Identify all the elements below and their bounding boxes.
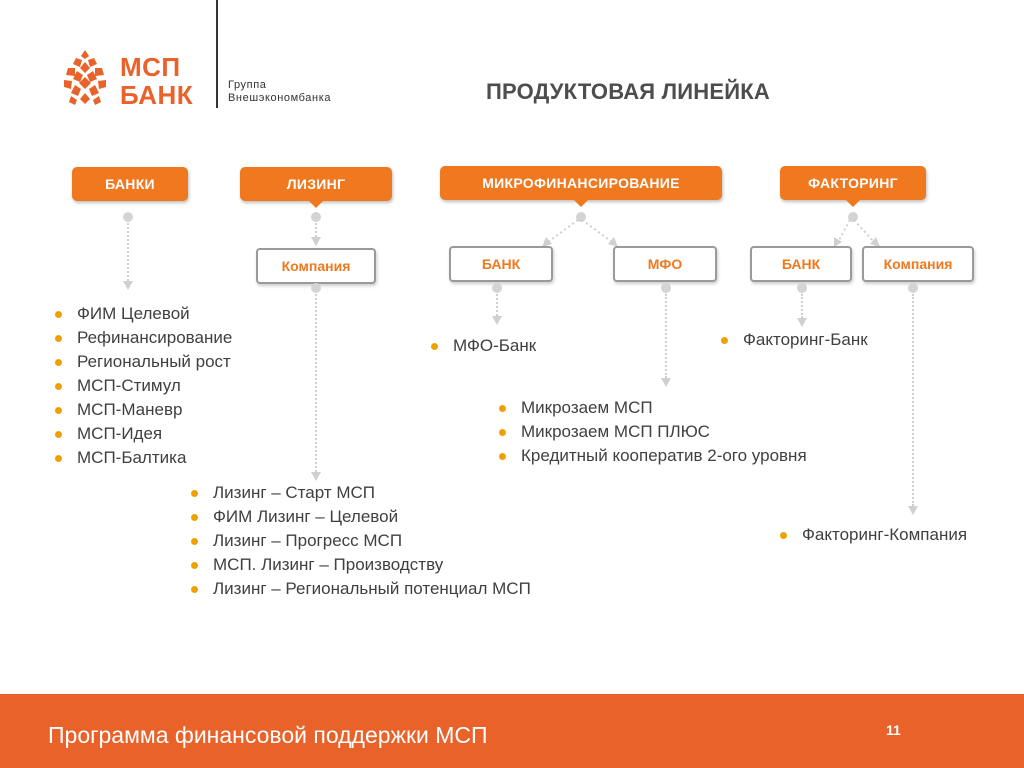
bullet-icon bbox=[55, 431, 62, 438]
bullet-icon bbox=[191, 538, 198, 545]
connector-line bbox=[665, 294, 667, 378]
arrow-down-icon bbox=[311, 237, 321, 246]
connector-line bbox=[315, 294, 317, 472]
bullet-icon bbox=[780, 532, 787, 539]
page-title: ПРОДУКТОВАЯ ЛИНЕЙКА bbox=[486, 79, 770, 104]
leasing-company-box[interactable]: Компания bbox=[256, 248, 376, 284]
list-item: ФИМ Лизинг – Целевой bbox=[191, 505, 531, 529]
group-label-line2: Внешэкономбанка bbox=[228, 92, 332, 104]
factoring-company-list bbox=[780, 523, 967, 547]
bullet-icon bbox=[55, 407, 62, 414]
pinecone-logo-icon bbox=[58, 48, 112, 110]
bullet-icon bbox=[191, 586, 198, 593]
arrow-down-icon bbox=[908, 506, 918, 515]
connector-dot bbox=[492, 283, 502, 293]
group-label-line1: Группа bbox=[228, 79, 267, 91]
category-factoring[interactable]: ФАКТОРИНГ bbox=[780, 166, 926, 200]
list-item: Микрозаем МСП bbox=[499, 396, 807, 420]
logo-text-msp: МСП bbox=[120, 52, 181, 82]
list-item: ФИМ Целевой bbox=[55, 302, 232, 326]
connector-dot bbox=[311, 283, 321, 293]
connector-dot bbox=[123, 212, 133, 222]
connector-line bbox=[315, 223, 317, 237]
microfinance-mfo-box[interactable]: МФО bbox=[613, 246, 717, 282]
list-item: МСП-Стимул bbox=[55, 374, 232, 398]
list-item: Факторинг-Компания bbox=[780, 523, 967, 547]
factoring-bank-list bbox=[721, 328, 868, 352]
list-item: МСП-Идея bbox=[55, 422, 232, 446]
bullet-icon bbox=[721, 337, 728, 344]
list-item: МСП-Балтика bbox=[55, 446, 232, 470]
bullet-icon bbox=[55, 359, 62, 366]
connector-dot bbox=[797, 283, 807, 293]
list-item: Лизинг – Старт МСП bbox=[191, 481, 531, 505]
microfinance-mfo-list bbox=[499, 396, 807, 468]
footer-text: Программа финансовой поддержки МСП bbox=[48, 722, 488, 748]
list-item: Микрозаем МСП ПЛЮС bbox=[499, 420, 807, 444]
microfinance-bank-list bbox=[431, 334, 536, 358]
bullet-icon bbox=[499, 453, 506, 460]
connector-line bbox=[912, 294, 914, 506]
bullet-icon bbox=[191, 562, 198, 569]
bullet-icon bbox=[499, 429, 506, 436]
list-item: Лизинг – Прогресс МСП bbox=[191, 529, 531, 553]
arrow-down-icon bbox=[661, 378, 671, 387]
category-factoring-notch bbox=[845, 199, 861, 207]
category-microfinance-notch bbox=[573, 199, 589, 207]
arrow-down-icon bbox=[123, 281, 133, 290]
connector-line bbox=[496, 294, 498, 316]
factoring-bank-box[interactable]: БАНК bbox=[750, 246, 852, 282]
logo bbox=[58, 48, 208, 110]
leasing-product-list bbox=[191, 481, 531, 601]
list-item: Факторинг-Банк bbox=[721, 328, 868, 352]
list-item: Кредитный кооператив 2-ого уровня bbox=[499, 444, 807, 468]
list-item: Региональный рост bbox=[55, 350, 232, 374]
connector-dot bbox=[661, 283, 671, 293]
connector-dot bbox=[311, 212, 321, 222]
header-divider bbox=[216, 0, 218, 108]
bullet-icon bbox=[55, 335, 62, 342]
bullet-icon bbox=[55, 455, 62, 462]
category-leasing[interactable]: ЛИЗИНГ bbox=[240, 167, 392, 201]
arrow-down-icon bbox=[797, 318, 807, 327]
page-number: 11 bbox=[886, 722, 901, 738]
banks-product-list bbox=[55, 302, 232, 470]
list-item: Рефинансирование bbox=[55, 326, 232, 350]
bullet-icon bbox=[55, 311, 62, 318]
bullet-icon bbox=[191, 514, 198, 521]
connector-line bbox=[127, 223, 129, 281]
bullet-icon bbox=[499, 405, 506, 412]
connector-line bbox=[801, 294, 803, 318]
factoring-company-box[interactable]: Компания bbox=[862, 246, 974, 282]
microfinance-bank-box[interactable]: БАНК bbox=[449, 246, 553, 282]
logo-text-bank: БАНК bbox=[120, 80, 194, 110]
bullet-icon bbox=[431, 343, 438, 350]
category-microfinance[interactable]: МИКРОФИНАНСИРОВАНИЕ bbox=[440, 166, 722, 200]
category-leasing-notch bbox=[308, 200, 324, 208]
bullet-icon bbox=[55, 383, 62, 390]
list-item: МСП. Лизинг – Производству bbox=[191, 553, 531, 577]
list-item: МСП-Маневр bbox=[55, 398, 232, 422]
arrow-down-icon bbox=[311, 472, 321, 481]
category-banks[interactable]: БАНКИ bbox=[72, 167, 188, 201]
list-item: Лизинг – Региональный потенциал МСП bbox=[191, 577, 531, 601]
connector-dot bbox=[908, 283, 918, 293]
group-label bbox=[228, 79, 331, 105]
arrow-down-icon bbox=[492, 316, 502, 325]
bullet-icon bbox=[191, 490, 198, 497]
list-item: МФО-Банк bbox=[431, 334, 536, 358]
